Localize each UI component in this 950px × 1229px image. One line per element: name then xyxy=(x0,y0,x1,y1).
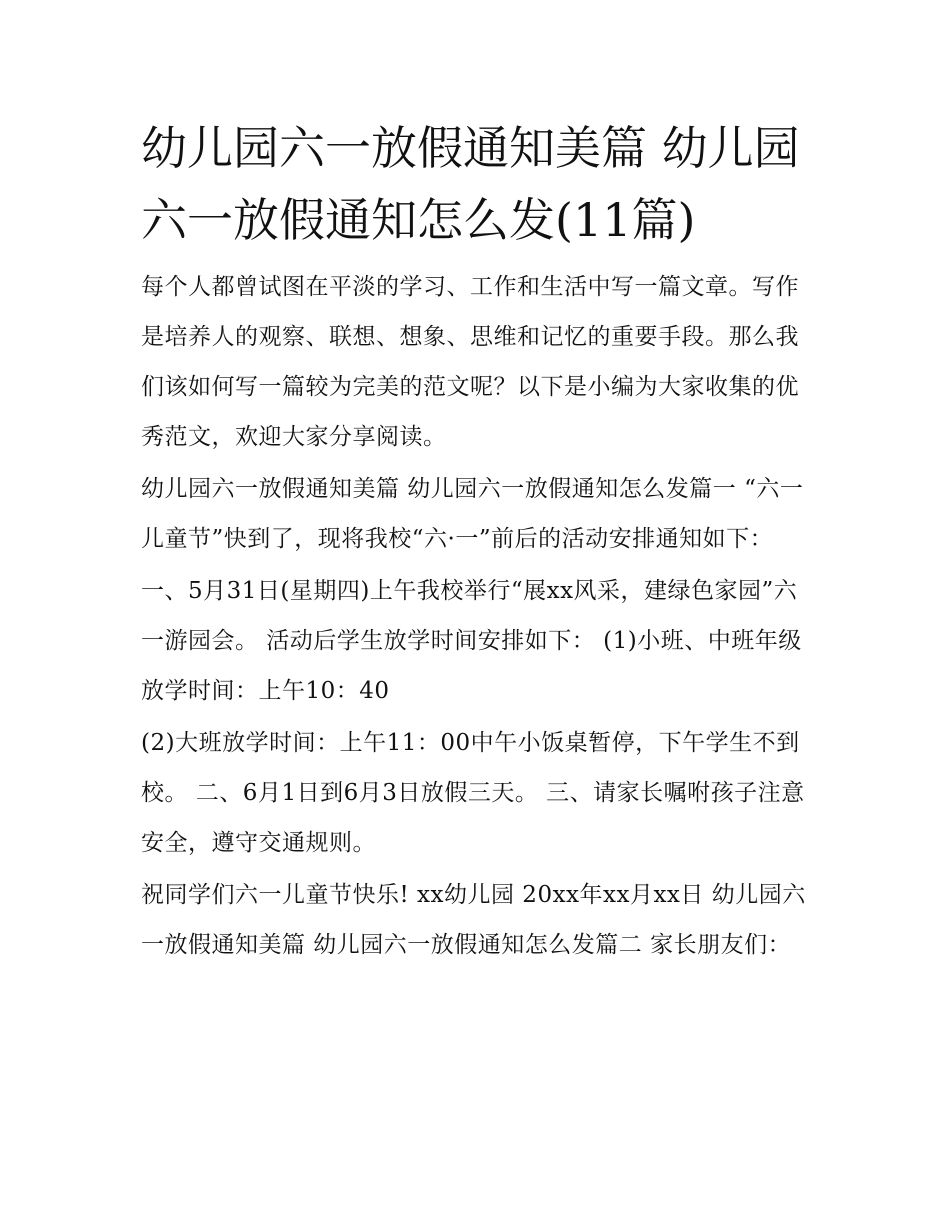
paragraph-schedule: 一、5月31日(星期四)上午我校举行“展xx风采，建绿色家园”六一游园会。 活动后学生放学时间安排如下： (1)小班、中班年级放学时间：上午10：40 xyxy=(141,578,802,704)
paragraph-holiday: (2)大班放学时间：上午11：00中午小饭桌暂停，下午学生不到校。 二、6月1日到6月3日放假三天。 三、请家长嘱咐孩子注意安全，遵守交通规则。 xyxy=(141,730,805,856)
paragraph-greeting: 祝同学们六一儿童节快乐! xx幼儿园 20xx年xx月xx日 幼儿园六一放假通知美篇 幼儿园六一放假通知怎么发篇二 家长朋友们： xyxy=(141,882,806,958)
document-title: 幼儿园六一放假通知美篇 幼儿园六一放假通知怎么发(11篇) xyxy=(141,121,800,247)
paragraph-notice-one: 幼儿园六一放假通知美篇 幼儿园六一放假通知怎么发篇一 “六一儿童节”快到了，现将我校“六·一”前后的活动安排通知如下： xyxy=(141,476,804,552)
document-body xyxy=(141,112,816,972)
paragraph-intro: 每个人都曾试图在平淡的学习、工作和生活中写一篇文章。写作是培养人的观察、联想、想象、思维和记忆的重要手段。那么我们该如何写一篇较为完美的范文呢？以下是小编为大家收集的优秀范文，欢迎大家分享阅读。 xyxy=(141,274,799,450)
